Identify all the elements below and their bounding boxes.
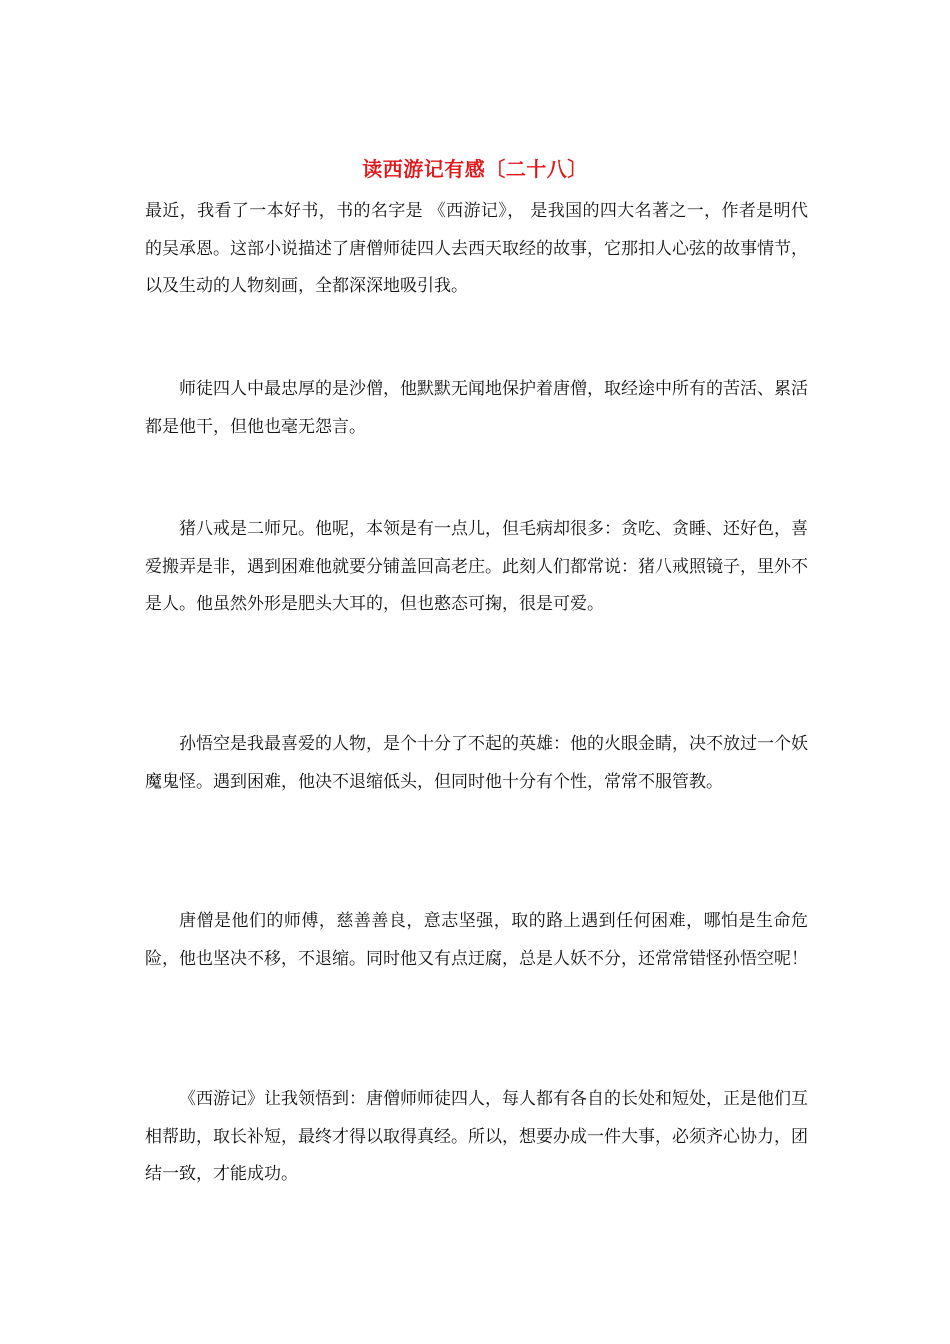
- paragraph-sha-seng: 师徒四人中最忠厚的是沙僧，他默默无闻地保护着唐僧，取经途中所有的苦活、累活都是他干，但他也毫无怨言。: [145, 379, 808, 437]
- paragraph-sun-wukong: 孙悟空是我最喜爱的人物，是个十分了不起的英雄：他的火眼金睛，决不放过一个妖魔鬼怪。遇到困难，他决不退缩低头，但同时他十分有个性，常常不服管教。: [145, 734, 808, 792]
- paragraph-tang-seng: 唐僧是他们的师傅，慈善善良，意志坚强，取的路上遇到任何困难，哪怕是生命危险，他也坚决不移，不退缩。同时他又有点迂腐，总是人妖不分，还常常错怪孙悟空呢！: [145, 911, 808, 969]
- paragraph-conclusion: 《西游记》让我领悟到：唐僧师师徒四人，每人都有各自的长处和短处，正是他们互相帮助，取长补短，最终才得以取得真经。所以，想要办成一件大事，必须齐心协力，团结一致，才能成功。: [145, 1089, 808, 1184]
- document-title: 读西游记有感〔二十八〕: [362, 157, 588, 181]
- paragraph-intro: 最近，我看了一本好书，书的名字是 《西游记》， 是我国的四大名著之一，作者是明代的吴承恩。这部小说描述了唐僧师徒四人去西天取经的故事，它那扣人心弦的故事情节，以及生动的人物刻画，全都深深地吸引我。: [145, 201, 808, 296]
- paragraph-zhu-bajie: 猪八戒是二师兄。他呢，本领是有一点儿，但毛病却很多：贪吃、贪睡、还好色，喜爱搬弄是非，遇到困难他就要分铺盖回高老庄。此刻人们都常说：猪八戒照镜子，里外不是人。他虽然外形是肥头大耳的，但也憨态可掬，很是可爱。: [145, 519, 808, 614]
